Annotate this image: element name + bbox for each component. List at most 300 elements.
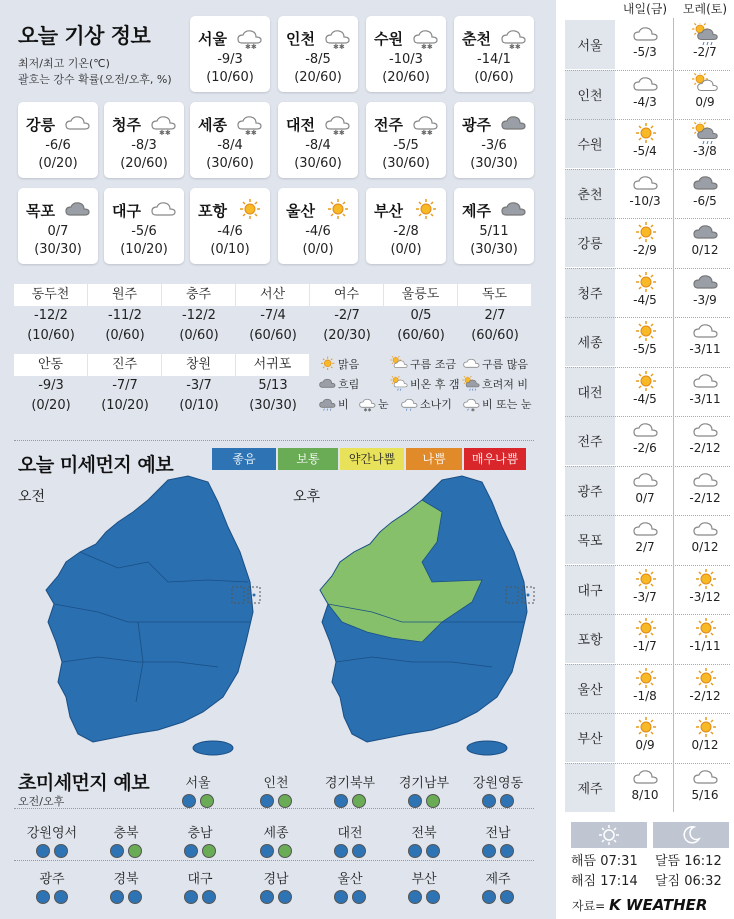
legend-note-prob: 괄호는 강수 확률(오전/오후, %) — [18, 73, 172, 86]
row-separator — [565, 515, 730, 516]
cloud-icon — [64, 112, 90, 136]
svg-text:✱✱: ✱✱ — [509, 43, 521, 50]
city-card — [190, 16, 270, 92]
legend-label: 맑음 — [338, 358, 360, 371]
small-city-name: 창원 — [162, 354, 236, 376]
legend-item — [462, 356, 528, 372]
legend-label: 비온 후 갬 — [410, 378, 460, 391]
forecast-city: 대구 — [565, 565, 615, 614]
row-separator — [565, 763, 730, 764]
divider — [14, 440, 534, 441]
forecast-temp-day2: 0/12 — [691, 738, 719, 752]
city-temp: 0/7 — [47, 224, 69, 239]
forecast-city: 광주 — [565, 466, 615, 515]
small-city-prob: (10/20) — [101, 398, 149, 413]
pm-title: 오늘 미세먼지 예보 — [18, 454, 174, 476]
city-temp: -14/1 — [477, 52, 511, 67]
upm-dot-pm — [128, 890, 142, 904]
svg-text:✱✱: ✱✱ — [245, 129, 257, 136]
dark-cloud-icon — [318, 376, 336, 392]
upm-dot-am — [260, 890, 274, 904]
small-city-name: 동두천 — [14, 284, 88, 306]
legend-item — [462, 396, 532, 412]
upm-dot-pm — [500, 844, 514, 858]
upm-dot-am — [408, 794, 422, 808]
upm-dot-pm — [352, 794, 366, 808]
legend-label: 흐림 — [338, 378, 360, 391]
city-name: 청주 — [112, 116, 141, 134]
pm-level: 매우나쁨 — [464, 448, 528, 470]
upm-dot-am — [36, 890, 50, 904]
sun-icon — [324, 198, 350, 222]
small-city-name: 울릉도 — [384, 284, 458, 306]
cloud-icon — [150, 198, 176, 222]
forecast-row — [565, 713, 730, 762]
forecast-temp-day2: -2/12 — [689, 490, 721, 505]
upm-dot-am — [334, 890, 348, 904]
dark-cloud-icon — [500, 198, 526, 222]
forecast-temp-day2: -1/11 — [689, 639, 721, 653]
small-city-prob: (0/60) — [105, 328, 145, 343]
moonrise-text: 달뜸 16:12 — [655, 854, 722, 869]
city-card — [18, 102, 98, 178]
sun-box — [571, 822, 647, 848]
day1-header: 내일(금) — [622, 2, 668, 16]
jeju-island-am — [193, 741, 233, 755]
upm-dot-pm — [500, 794, 514, 808]
sun-icon — [236, 198, 262, 222]
city-card — [190, 188, 270, 264]
small-city-temp: -3/7 — [186, 378, 212, 393]
forecast-city: 대전 — [565, 367, 615, 416]
forecast-panel — [561, 0, 734, 919]
upm-city: 세종 — [263, 826, 289, 841]
city-name: 대구 — [112, 202, 141, 220]
moonset-text: 달짐 06:32 — [655, 874, 722, 889]
upm-city: 경기남부 — [398, 776, 450, 791]
svg-text:✱✱: ✱✱ — [159, 129, 171, 136]
upm-dot-am — [260, 794, 274, 808]
forecast-row — [565, 20, 730, 69]
legend-label: 비 또는 눈 — [482, 398, 532, 411]
forecast-city: 수원 — [565, 119, 615, 168]
forecast-row — [565, 367, 730, 416]
forecast-row — [565, 614, 730, 663]
forecast-temp-day1: 2/7 — [635, 540, 655, 554]
small-city-temp: -9/3 — [38, 378, 64, 393]
small-city-temp: -7/7 — [112, 378, 138, 393]
city-card — [454, 16, 534, 92]
city-temp: -10/3 — [389, 52, 423, 67]
small-city-name: 여수 — [310, 284, 384, 306]
map-pm — [292, 472, 562, 762]
rain-icon — [318, 396, 336, 412]
city-temp: -6/6 — [45, 138, 71, 153]
upm-sub: 오전/오후 — [18, 795, 65, 808]
upm-dot-pm — [426, 844, 440, 858]
legend-item — [462, 376, 528, 392]
forecast-city: 포항 — [565, 614, 615, 663]
city-card — [104, 188, 184, 264]
city-prob: (20/60) — [382, 70, 430, 85]
legend-note-temp: 최저/최고 기온(℃) — [18, 57, 110, 70]
city-prob: (0/10) — [210, 242, 250, 257]
small-city-temp: -12/2 — [182, 308, 216, 323]
city-name: 강릉 — [26, 116, 55, 134]
row-separator — [565, 70, 730, 71]
legend-label: 눈 — [378, 398, 389, 411]
moon-icon — [680, 824, 702, 846]
small-city-name: 충주 — [162, 284, 236, 306]
forecast-row — [565, 515, 730, 564]
forecast-city: 서울 — [565, 20, 615, 69]
city-card — [278, 16, 358, 92]
city-name: 수원 — [374, 30, 403, 48]
forecast-city: 울산 — [565, 664, 615, 713]
forecast-row — [565, 268, 730, 317]
upm-dot-am — [334, 844, 348, 858]
city-prob: (0/20) — [38, 156, 78, 171]
forecast-row — [565, 169, 730, 218]
upm-city: 경남 — [263, 872, 289, 887]
cloud-icon — [462, 356, 480, 372]
upm-city: 광주 — [39, 872, 65, 887]
forecast-temp-day2: -3/9 — [693, 292, 717, 307]
city-name: 포항 — [198, 202, 227, 220]
small-city-name: 서산 — [236, 284, 310, 306]
column-divider — [673, 18, 674, 812]
forecast-temp-day1: -2/9 — [633, 243, 657, 257]
forecast-temp-day1: -10/3 — [629, 193, 661, 208]
upm-dot-am — [408, 890, 422, 904]
rain-sun-icon — [390, 376, 408, 392]
city-card — [278, 188, 358, 264]
forecast-temp-day1: -3/7 — [633, 589, 657, 604]
city-card — [104, 102, 184, 178]
small-city-name: 원주 — [88, 284, 162, 306]
upm-dot-pm — [200, 794, 214, 808]
forecast-row — [565, 119, 730, 168]
upm-city: 전남 — [485, 826, 511, 841]
forecast-city: 춘천 — [565, 169, 615, 218]
forecast-row — [565, 416, 730, 465]
sun-rain-cloud-icon — [462, 376, 480, 392]
forecast-temp-day2: 0/12 — [691, 540, 719, 554]
city-prob: (0/60) — [474, 70, 514, 85]
small-city-prob: (10/60) — [27, 328, 75, 343]
legend-item — [318, 396, 349, 412]
legend-label: 구름 많음 — [482, 358, 529, 371]
upm-dot-am — [482, 794, 496, 808]
legend-item — [400, 396, 452, 412]
small-city-prob: (0/20) — [31, 398, 71, 413]
upm-dot-am — [482, 844, 496, 858]
legend-item — [318, 376, 359, 392]
upm-dot-am — [110, 844, 124, 858]
pm-level: 좋음 — [212, 448, 278, 470]
day2-header: 모레(토) — [682, 2, 728, 16]
city-name: 제주 — [462, 202, 491, 220]
upm-dot-am — [334, 794, 348, 808]
source-brand: K WEATHER — [609, 896, 708, 914]
forecast-temp-day1: -1/7 — [633, 639, 657, 653]
small-city-name: 서귀포 — [236, 354, 310, 376]
upm-city: 인천 — [263, 776, 289, 791]
forecast-temp-day1: -5/5 — [633, 342, 657, 356]
row-separator — [565, 218, 730, 219]
legend-label: 구름 조금 — [410, 358, 457, 371]
legend-item — [390, 356, 456, 372]
row-separator — [565, 367, 730, 368]
forecast-row — [565, 317, 730, 366]
city-prob: (30/60) — [294, 156, 342, 171]
sun-icon — [412, 198, 438, 222]
jeju-island-pm — [467, 741, 507, 755]
city-name: 광주 — [462, 116, 491, 134]
map-pm-label: 오후 — [293, 489, 321, 505]
forecast-city: 부산 — [565, 713, 615, 762]
city-prob: (10/20) — [120, 242, 168, 257]
forecast-city: 전주 — [565, 416, 615, 465]
map-am-label: 오전 — [18, 489, 46, 505]
city-card — [366, 188, 446, 264]
upm-dot-pm — [202, 890, 216, 904]
sunrise-text: 해뜸 07:31 — [571, 854, 638, 869]
upm-city: 충남 — [187, 826, 213, 841]
divider — [14, 860, 534, 861]
forecast-temp-day2: 0/9 — [695, 94, 715, 109]
upm-dot-pm — [278, 844, 292, 858]
forecast-city: 제주 — [565, 763, 615, 812]
forecast-temp-day2: -3/8 — [693, 144, 717, 158]
city-card — [18, 188, 98, 264]
upm-dot-am — [184, 890, 198, 904]
forecast-temp-day1: -4/3 — [633, 94, 657, 109]
pm-legend — [212, 448, 528, 470]
city-prob: (30/60) — [206, 156, 254, 171]
upm-city: 부산 — [411, 872, 437, 887]
city-temp: -9/3 — [217, 52, 243, 67]
city-prob: (30/30) — [34, 242, 82, 257]
forecast-temp-day2: -6/5 — [693, 193, 717, 208]
city-name: 서울 — [198, 30, 227, 48]
city-name: 울산 — [286, 202, 315, 220]
row-separator — [565, 664, 730, 665]
city-card — [454, 188, 534, 264]
upm-city: 대구 — [187, 872, 213, 887]
forecast-temp-day1: -5/3 — [633, 45, 657, 59]
upm-dot-pm — [426, 890, 440, 904]
source-label: 자료= — [572, 899, 606, 913]
city-temp: -4/6 — [305, 224, 331, 239]
city-prob: (20/60) — [294, 70, 342, 85]
sun-icon — [598, 824, 620, 846]
city-name: 부산 — [374, 202, 403, 220]
city-name: 전주 — [374, 116, 403, 134]
cloud-snow-icon — [324, 26, 350, 50]
upm-dot-pm — [500, 890, 514, 904]
row-separator — [565, 466, 730, 467]
legend-label: 흐려져 비 — [482, 378, 529, 391]
city-name: 세종 — [198, 116, 227, 134]
city-temp: -5/6 — [131, 224, 157, 239]
city-name: 대전 — [286, 116, 315, 134]
city-temp: -8/4 — [305, 138, 331, 153]
upm-dot-am — [408, 844, 422, 858]
city-card — [278, 102, 358, 178]
small-cities-table — [14, 284, 534, 416]
city-card — [366, 16, 446, 92]
forecast-temp-day1: -2/6 — [633, 441, 657, 455]
forecast-row — [565, 70, 730, 119]
cloud-snow-icon — [150, 112, 176, 136]
forecast-temp-day2: 5/16 — [691, 787, 719, 802]
row-separator — [565, 268, 730, 269]
forecast-temp-day2: -3/11 — [689, 391, 721, 406]
upm-dot-am — [110, 890, 124, 904]
city-card — [190, 102, 270, 178]
row-separator — [565, 614, 730, 615]
upm-dot-pm — [352, 844, 366, 858]
forecast-temp-day1: -1/8 — [633, 688, 657, 703]
forecast-temp-day2: -2/12 — [689, 441, 721, 455]
svg-text:✱✱: ✱✱ — [333, 129, 345, 136]
upm-dot-am — [482, 890, 496, 904]
sunset-text: 해짐 17:14 — [571, 874, 638, 889]
forecast-city: 청주 — [565, 268, 615, 317]
page-title: 오늘 기상 정보 — [18, 24, 151, 48]
city-name: 인천 — [286, 30, 315, 48]
small-city-name: 안동 — [14, 354, 88, 376]
small-city-prob: (30/30) — [249, 398, 297, 413]
shower-icon — [400, 396, 418, 412]
upm-city: 대전 — [337, 826, 363, 841]
legend-item — [318, 356, 359, 372]
upm-dot-am — [184, 844, 198, 858]
city-temp: 5/11 — [479, 224, 509, 239]
forecast-temp-day1: -4/5 — [633, 391, 657, 406]
city-temp: -8/4 — [217, 138, 243, 153]
upm-dot-am — [182, 794, 196, 808]
small-city-prob: (60/60) — [249, 328, 297, 343]
sun-cloud-icon — [390, 356, 408, 372]
upm-city: 전북 — [411, 826, 437, 841]
cloud-snow-icon — [412, 26, 438, 50]
dark-cloud-icon — [64, 198, 90, 222]
source-credit — [572, 896, 707, 914]
city-prob: (20/60) — [120, 156, 168, 171]
upm-dot-pm — [202, 844, 216, 858]
small-city-name: 독도 — [458, 284, 532, 306]
city-name: 춘천 — [462, 30, 491, 48]
forecast-row — [565, 763, 730, 812]
city-temp: -5/5 — [393, 138, 419, 153]
forecast-temp-day1: 0/7 — [635, 490, 655, 505]
city-temp: -4/6 — [217, 224, 243, 239]
forecast-city: 인천 — [565, 70, 615, 119]
city-prob: (0/0) — [302, 242, 334, 257]
upm-city: 울산 — [337, 872, 363, 887]
upm-dot-am — [260, 844, 274, 858]
forecast-temp-day1: 8/10 — [631, 787, 659, 802]
upm-dot-pm — [54, 844, 68, 858]
small-city-temp: -7/4 — [260, 308, 286, 323]
forecast-temp-day2: -2/12 — [689, 688, 721, 703]
upm-city: 경기북부 — [324, 776, 376, 791]
forecast-row — [565, 218, 730, 267]
snow-icon — [358, 396, 376, 412]
legend-label: 소나기 — [420, 398, 452, 411]
small-city-prob: (60/60) — [397, 328, 445, 343]
upm-dot-pm — [278, 794, 292, 808]
forecast-temp-day1: -5/4 — [633, 144, 657, 158]
small-city-prob: (60/60) — [471, 328, 519, 343]
small-city-temp: 5/13 — [258, 378, 288, 393]
small-city-temp: 0/5 — [410, 308, 432, 323]
svg-text:✱✱: ✱✱ — [245, 43, 257, 50]
small-city-name: 진주 — [88, 354, 162, 376]
cloud-snow-icon — [500, 26, 526, 50]
row-separator — [565, 565, 730, 566]
upm-city: 제주 — [485, 872, 511, 887]
pm-level: 보통 — [278, 448, 340, 470]
city-prob: (30/60) — [382, 156, 430, 171]
row-separator — [565, 416, 730, 417]
upm-city: 강원영서 — [26, 826, 78, 841]
cloud-snow-icon — [236, 26, 262, 50]
small-city-prob: (20/30) — [323, 328, 371, 343]
pm-level: 나쁨 — [406, 448, 464, 470]
divider — [14, 808, 534, 809]
forecast-city: 목포 — [565, 515, 615, 564]
city-name: 목포 — [26, 202, 55, 220]
upm-title: 초미세먼지 예보 — [18, 772, 150, 794]
cloud-snow-icon — [324, 112, 350, 136]
svg-text:✱✱: ✱✱ — [333, 43, 345, 50]
forecast-temp-day1: 0/9 — [635, 738, 655, 752]
upm-dot-pm — [426, 794, 440, 808]
dark-cloud-icon — [500, 112, 526, 136]
moon-box — [653, 822, 729, 848]
forecast-row — [565, 466, 730, 515]
upm-city: 강원영동 — [472, 776, 524, 791]
upm-city: 경북 — [113, 872, 139, 887]
upm-dot-pm — [54, 890, 68, 904]
forecast-row — [565, 565, 730, 614]
cloud-snow-icon — [236, 112, 262, 136]
forecast-row — [565, 664, 730, 713]
upm-dot-pm — [128, 844, 142, 858]
upm-city: 서울 — [185, 776, 211, 791]
sun-icon — [318, 356, 336, 372]
cloud-snow-icon — [412, 112, 438, 136]
forecast-temp-day2: -3/12 — [689, 589, 721, 604]
city-card — [366, 102, 446, 178]
row-separator — [565, 119, 730, 120]
city-prob: (30/30) — [470, 242, 518, 257]
forecast-temp-day2: -3/11 — [689, 342, 721, 356]
svg-text:✱✱: ✱✱ — [363, 408, 372, 412]
small-city-temp: 2/7 — [484, 308, 506, 323]
forecast-temp-day2: -2/7 — [693, 45, 717, 59]
city-temp: -2/8 — [393, 224, 419, 239]
forecast-temp-day2: 0/12 — [691, 243, 719, 257]
city-temp: -3/6 — [481, 138, 507, 153]
upm-dot-pm — [278, 890, 292, 904]
small-city-temp: -12/2 — [34, 308, 68, 323]
city-prob: (0/0) — [390, 242, 422, 257]
upm-city: 충북 — [113, 826, 139, 841]
